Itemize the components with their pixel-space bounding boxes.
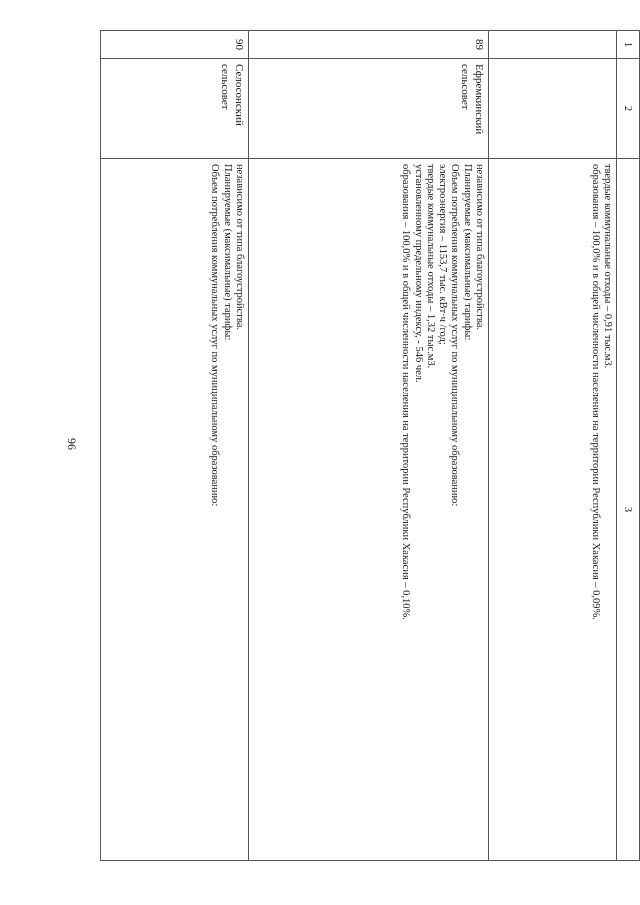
- description-line: образования – 100,0% и в общей численности населения на территории Республики Хакасия – 0,10%.: [400, 164, 412, 620]
- row-number: 89: [249, 31, 489, 59]
- row-description: [101, 159, 249, 861]
- row-number: [489, 31, 617, 59]
- description-line: образования – 100,0% и в общей численности населения на территории Республики Хакасия – 0,09%.: [589, 164, 601, 620]
- description-line: твердые коммунальные отходы – 1,32 тыс.м3.: [424, 164, 436, 369]
- description-line: независимо от типа благоустройства.: [234, 164, 245, 331]
- table-row: [489, 31, 617, 861]
- description-line: установленному предельному индексу, - 546 чел.: [412, 164, 424, 383]
- column-header: 2: [617, 59, 640, 159]
- description-line: электроэнергия – 1153,7 тыс. кВт·ч /год;: [437, 164, 449, 345]
- description-line: Объем потребления коммунальных услуг по муниципальному образованию:: [209, 164, 221, 507]
- row-number: 90: [101, 31, 249, 59]
- description-line: Планируемые (максимальные) тарифы:: [221, 164, 233, 341]
- column-header: 3: [617, 159, 640, 861]
- municipality-name: [489, 59, 617, 159]
- municipality-name: Ефремкинский сельсовет: [249, 59, 489, 159]
- rotated-page-content: [100, 30, 640, 860]
- tariff-table: [100, 30, 640, 861]
- table-row: [101, 31, 249, 861]
- row-description: [489, 159, 617, 861]
- description-line: независимо от типа благоустройства.: [474, 164, 485, 331]
- table-header-row: [617, 31, 640, 861]
- description-line: Планируемые (максимальные) тарифы:: [461, 164, 473, 341]
- column-header: 1: [617, 31, 640, 59]
- description-line: твердые коммунальные отходы – 0,91 тыс.м3.: [602, 164, 613, 369]
- page-number: 96: [65, 438, 79, 450]
- municipality-name: Селосонский сельсовет: [101, 59, 249, 159]
- row-description: [249, 159, 489, 861]
- table-row: [249, 31, 489, 861]
- description-line: Объем потребления коммунальных услуг по муниципальному образованию:: [449, 164, 461, 507]
